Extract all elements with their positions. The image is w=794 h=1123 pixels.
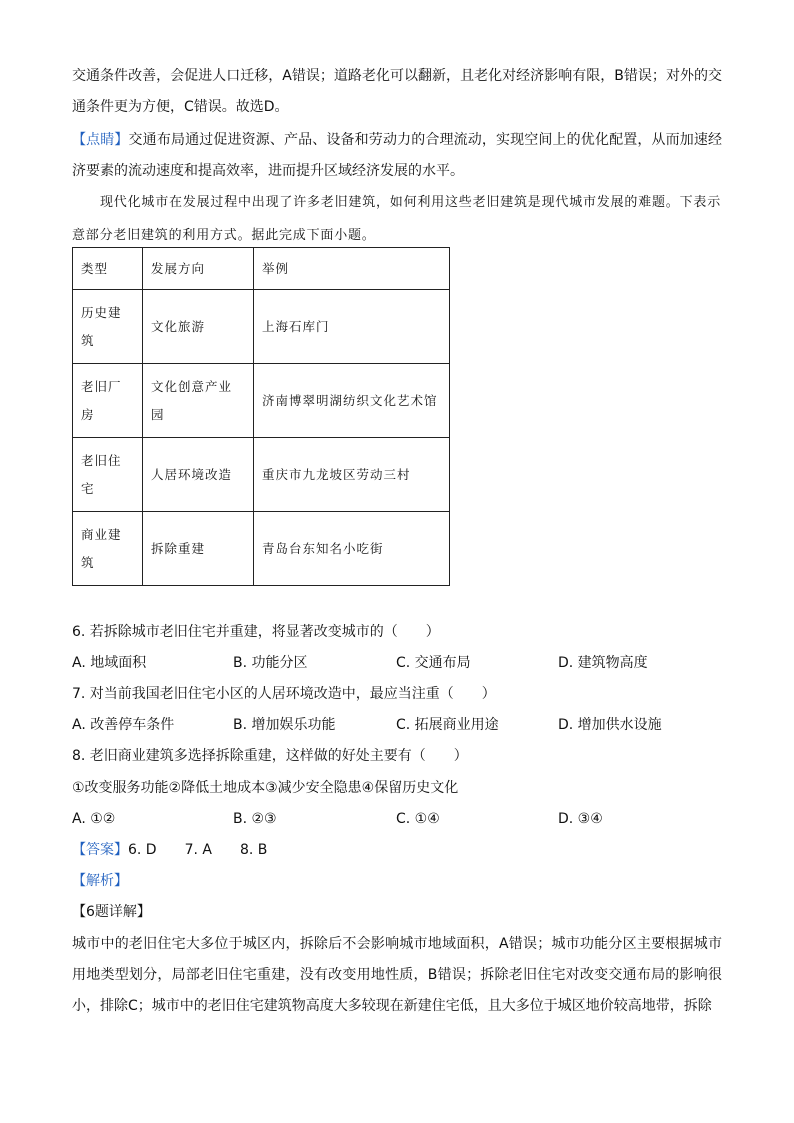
question-6-stem: 6. 若拆除城市老旧住宅并重建，将显著改变城市的（ ）: [72, 624, 440, 640]
table-cell-type: 历史建筑: [73, 290, 143, 364]
question-8-stem: 8. 老旧商业建筑多选择拆除重建，这样做的好处主要有（ ）: [72, 748, 468, 764]
q6-option-d: D. 建筑物高度: [558, 655, 648, 671]
q8-option-b: B. ②③: [233, 811, 277, 827]
table-row: [73, 364, 450, 438]
table-row: [73, 438, 450, 512]
table-cell-direction: 文化创意产业园: [143, 364, 254, 438]
point-tag: 【点睛】: [72, 132, 129, 148]
table-row: [73, 290, 450, 364]
table-cell-type: 商业建筑: [73, 512, 143, 586]
table-cell-type: 老旧住宅: [73, 438, 143, 512]
header-example: 举例: [254, 248, 450, 290]
table-cell-type: 老旧厂房: [73, 364, 143, 438]
q6-option-c: C. 交通布局: [396, 655, 471, 671]
detail-tag: 【6题详解】: [72, 904, 151, 920]
header-direction: 发展方向: [143, 248, 254, 290]
point-paragraph: [72, 125, 722, 187]
answer-tag: 【答案】: [72, 842, 128, 858]
table-cell-example: 青岛台东知名小吃街: [254, 512, 450, 586]
header-type: 类型: [73, 248, 143, 290]
table-cell-example: 上海石库门: [254, 290, 450, 364]
table-cell-direction: 文化旅游: [143, 290, 254, 364]
building-usage-table: [72, 247, 450, 586]
question-intro: 现代化城市在发展过程中出现了许多老旧建筑，如何利用这些老旧建筑是现代城市发展的难题。下表示意部分老旧建筑的利用方式。据此完成下面小题。: [72, 195, 722, 243]
previous-analysis-paragraph: 交通条件改善，会促进人口迁移，A错误；道路老化可以翻新，且老化对经济影响有限，B错误；对外的交通条件更为方便，C错误。故选D。: [72, 68, 722, 115]
q8-option-a: A. ①②: [72, 811, 116, 827]
table-cell-direction: 拆除重建: [143, 512, 254, 586]
q8-option-d: D. ③④: [558, 811, 603, 827]
table-cell-example: 济南博翠明湖纺织文化艺术馆: [254, 364, 450, 438]
point-text: 交通布局通过促进资源、产品、设备和劳动力的合理流动，实现空间上的优化配置，从而加速经济要素的流动速度和提高效率，进而提升区域经济发展的水平。: [72, 132, 723, 179]
q6-option-a: A. 地域面积: [72, 655, 147, 671]
q7-option-c: C. 拓展商业用途: [396, 717, 499, 733]
question-7-stem: 7. 对当前我国老旧住宅小区的人居环境改造中，最应当注重（ ）: [72, 686, 496, 702]
table-cell-direction: 人居环境改造: [143, 438, 254, 512]
question-8-statements: ①改变服务功能②降低土地成本③减少安全隐患④保留历史文化: [72, 780, 459, 796]
answer-line: [72, 840, 267, 860]
table-cell-example: 重庆市九龙坡区劳动三村: [254, 438, 450, 512]
table-header-row: [73, 248, 450, 290]
q7-option-b: B. 增加娱乐功能: [233, 717, 336, 733]
q8-option-c: C. ①④: [396, 811, 440, 827]
answer-text: 6. D 7. A 8. B: [128, 842, 268, 858]
q7-option-d: D. 增加供水设施: [558, 717, 662, 733]
table-row: [73, 512, 450, 586]
analysis-tag: 【解析】: [72, 873, 128, 889]
q6-option-b: B. 功能分区: [233, 655, 308, 671]
q7-option-a: A. 改善停车条件: [72, 717, 175, 733]
detail-paragraph: 城市中的老旧住宅大多位于城区内，拆除后不会影响城市地域面积，A错误；城市功能分区主要根据城市用地类型划分，局部老旧住宅重建，没有改变用地性质，B错误；拆除老旧住宅对改变交通布局的影响很小，排除C；城市中的老旧住宅建筑物高度大多较现在新建住宅低，且大多位于城区地价较高地带，拆除: [72, 936, 722, 1014]
